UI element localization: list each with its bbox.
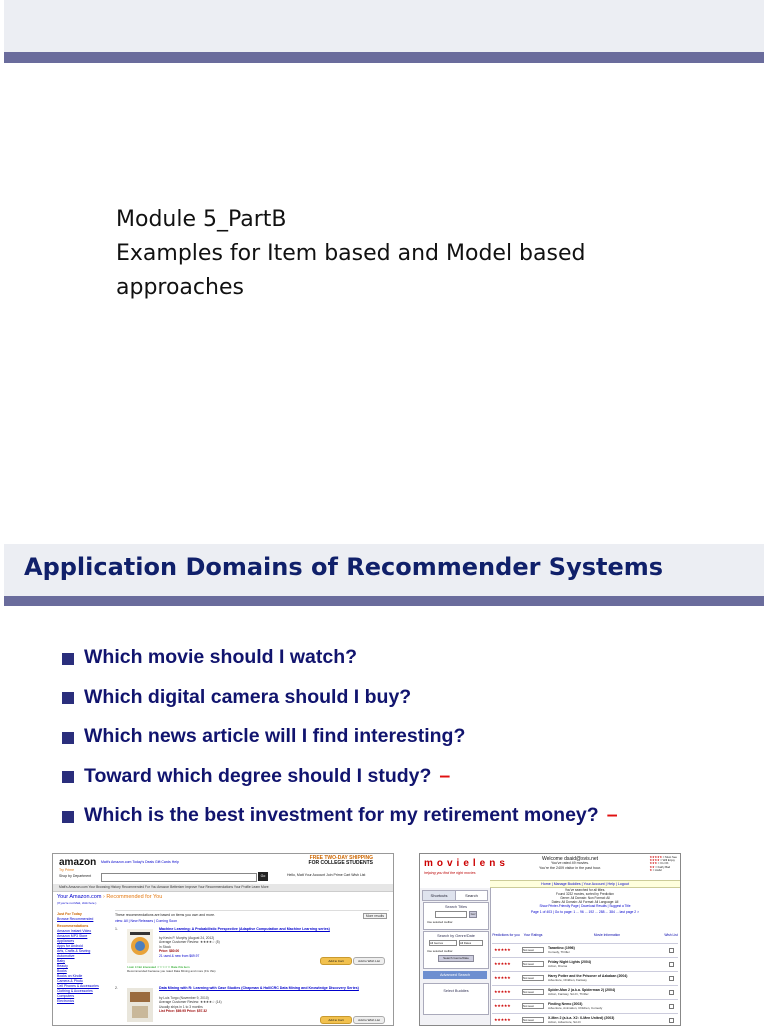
bullet-list — [62, 638, 618, 836]
movielens-sidebar — [420, 888, 491, 1026]
welcome-sub: You've rated 49 movies. — [550, 861, 590, 866]
movielens-logo[interactable]: movielens — [424, 858, 509, 869]
wishlist-checkbox[interactable] — [669, 1004, 674, 1009]
prediction-stars-icon: ★★★★★ — [494, 975, 511, 980]
key-row: ★★ = Fairly Bad — [649, 864, 671, 869]
col-ratings: Your Ratings — [523, 933, 543, 937]
search-titles-box — [423, 902, 489, 930]
item-price: Price: $80.00 — [159, 949, 180, 954]
amazon-logo-sub[interactable]: Try Prime — [59, 868, 75, 872]
slide1-title-line: Examples for Item based and Model based — [116, 241, 586, 266]
movie-title-text[interactable]: Finding Nemo (2003) — [548, 1002, 583, 1006]
amazon-rec-title-text: › Recommended for You — [101, 894, 163, 900]
movie-genre: Adventure, Children, Fantasy — [548, 978, 587, 982]
movielens-welcome — [510, 857, 630, 870]
bullet-text: Which news article will I find interesting? — [84, 725, 466, 748]
movie-title-text[interactable]: Friday Night Lights (2004) — [548, 960, 591, 964]
amazon-rec-title — [57, 894, 162, 900]
bullet-text: Which movie should I watch? — [84, 646, 358, 669]
go-button[interactable]: Go! — [470, 912, 476, 916]
item-own-rate[interactable]: I own it Not interested ☆☆☆☆☆ Rate this item — [127, 965, 190, 969]
rating-select[interactable]: Not seen — [522, 975, 544, 981]
movie-title[interactable] — [548, 946, 666, 954]
bullet-item — [62, 638, 618, 678]
rating-select[interactable]: Not seen — [522, 947, 544, 953]
sidebar-link[interactable]: Browse Recommended — [57, 917, 94, 921]
bullet-item — [62, 717, 618, 757]
star-icon: ★★ — [649, 864, 655, 869]
item-review: Average Customer Review: ★★★★☆ (5) — [159, 940, 220, 945]
movie-genre: Action, Fantasy, Sci-Fi, Thriller — [548, 992, 589, 996]
sidebar-link[interactable]: Cell Phones & Accessories — [57, 984, 99, 988]
col-info: Movie Information — [593, 933, 621, 937]
use-toolbar-checkbox[interactable]: Use selected toolbar — [427, 920, 453, 924]
amazon-department-menu[interactable]: Shop by Department — [59, 874, 92, 878]
bullet-text: Which digital camera should I buy? — [84, 685, 412, 708]
info-line: Found 3232 movies, sorted by Prediction — [556, 892, 614, 896]
movie-row — [492, 985, 678, 1000]
bullet-square-icon — [62, 771, 74, 783]
movie-title-text[interactable]: Tarantino (1996) — [548, 946, 575, 950]
prediction-stars-icon: ★★★★★ — [494, 947, 511, 952]
sidebar-link[interactable]: Automotive — [57, 954, 75, 958]
item-used-link[interactable]: 21 used & new from $69.97 — [159, 953, 200, 958]
select-buddies-box — [423, 983, 489, 1015]
movielens-menu[interactable]: Home | Manage Buddies | Your Account | Help | Logout — [490, 880, 680, 888]
item-review: Average Customer Review: ★★★★☆ (14) — [159, 1000, 222, 1005]
movie-genre: Comedy, Thriller — [548, 950, 570, 954]
movie-title-text[interactable]: X-Men 2 (a.k.a. X2: X-Men United) (2003) — [548, 1016, 615, 1020]
movie-row — [492, 943, 678, 958]
bullet-text: Toward which degree should I study? — [84, 764, 432, 787]
add-to-wishlist-button[interactable]: Add to Wish List — [353, 957, 385, 965]
amazon-top-links[interactable]: Matt's Amazon.com Today's Deals Gift Cards Help — [101, 860, 179, 864]
rating-select[interactable]: Not seen — [522, 989, 544, 995]
item-title-link[interactable]: Data Mining with R: Learning with Case Studies (Chapman & Hall/CRC Data Mining and Knowledge Discovery Series) — [159, 986, 359, 990]
sidebar-link[interactable]: Appliances — [57, 939, 75, 943]
star-icon: ★★★★★ — [649, 855, 662, 859]
movie-title[interactable] — [548, 960, 666, 968]
star-icon: ★ — [649, 867, 652, 872]
search-genre-heading: Search by Genre/Date — [437, 934, 475, 938]
results-info — [492, 888, 678, 908]
movie-title[interactable] — [548, 974, 666, 982]
movie-genre: Action, Drama — [548, 964, 568, 968]
movie-row — [492, 999, 678, 1014]
search-row — [424, 911, 488, 918]
amazon-not-user-link[interactable]: (If you're not Matt, click here.) — [57, 901, 97, 905]
amazon-your-link[interactable]: Your Amazon.com — [57, 894, 102, 900]
wishlist-checkbox[interactable] — [669, 1018, 674, 1023]
movie-title[interactable] — [548, 988, 666, 996]
key-row: ★★★★ = Will Enjoy — [649, 858, 675, 863]
sidebar-heading: Just For Today — [57, 912, 82, 916]
amazon-screenshot — [52, 853, 394, 1026]
select-buddies-heading: Select Buddies — [443, 989, 469, 993]
sidebar-link[interactable]: Baby — [57, 959, 65, 963]
item-own-controls[interactable] — [127, 965, 216, 973]
sidebar-link[interactable]: Amazon MP3 Store — [57, 934, 88, 938]
bullet-square-icon — [62, 653, 74, 665]
info-line: Dates: All Domain: All Format: All Language: All — [551, 900, 619, 904]
amazon-ship-line1: FREE TWO-DAY SHIPPING — [309, 855, 373, 861]
amazon-more-results-button[interactable]: More results — [363, 913, 387, 919]
item-title-link[interactable]: Machine Learning: A Probabilistic Perspective (Adaptive Computation and Machine Learning series) — [159, 927, 330, 931]
movie-genre: Action, Adventure, Sci-Fi — [548, 1020, 581, 1024]
wishlist-checkbox[interactable] — [669, 962, 674, 967]
slide2-title: Application Domains of Recommender Systems — [24, 553, 664, 581]
sidebar-link[interactable]: Beauty — [57, 964, 68, 968]
sidebar-link[interactable]: Computers — [57, 994, 75, 998]
prediction-stars-icon: ★★★★★ — [494, 989, 511, 994]
wishlist-checkbox[interactable] — [669, 976, 674, 981]
amazon-search-input[interactable] — [101, 873, 257, 882]
rating-select[interactable]: Not seen — [522, 1003, 544, 1009]
book-cover-image[interactable] — [127, 929, 153, 963]
genre-select[interactable]: All Genres — [429, 940, 457, 946]
add-to-cart-button[interactable]: Add to Cart — [320, 1016, 352, 1024]
amazon-rec-note: These recommendations are based on items you own and more. — [115, 910, 389, 917]
movie-row — [492, 957, 678, 972]
date-select[interactable]: All Dates — [459, 940, 483, 946]
tab-search[interactable]: Search — [455, 890, 488, 901]
item-author: by Luis Torgo (November 9, 2010) — [159, 996, 209, 1000]
slide2-divider — [4, 596, 764, 606]
advanced-search-button[interactable]: Advanced Search — [423, 971, 487, 979]
bullet-item — [62, 757, 618, 797]
use-toolbar-checkbox[interactable]: Use selected toolbar — [427, 949, 453, 953]
bullet-square-icon — [62, 692, 74, 704]
info-line: You've searched for all titles. — [564, 888, 606, 892]
bullet-square-icon — [62, 811, 74, 823]
item-author: by Kevin P. Murphy (August 24, 2012) — [159, 936, 215, 940]
add-to-cart-button[interactable]: Add to Cart — [320, 957, 352, 965]
sidebar-link[interactable]: Amazon Instant Video — [57, 929, 92, 933]
movie-genre: Adventure, Animation, Children, Comedy — [548, 1006, 603, 1010]
movielens-results — [492, 888, 678, 1024]
movie-title-text[interactable]: Harry Potter and the Prisoner of Azkaban (2004) — [548, 974, 628, 978]
sidebar-link[interactable]: Books — [57, 969, 67, 973]
book-cover-image[interactable] — [127, 988, 153, 1022]
item-stock: In Stock — [159, 944, 171, 949]
item-number: 1. — [115, 927, 118, 931]
bullet-item — [62, 678, 618, 718]
movie-title[interactable] — [548, 1002, 666, 1010]
amazon-ship-line2: FOR COLLEGE STUDENTS — [308, 860, 373, 866]
prediction-stars-icon: ★★★★★ — [494, 961, 511, 966]
amazon-view-filter[interactable]: view: All | New Releases | Coming Soon — [115, 919, 178, 923]
search-genre-box — [423, 931, 489, 969]
info-line: Genre: All Domain: Non Format: All — [560, 896, 610, 900]
star-icon: ★★★★ — [649, 858, 660, 863]
amazon-shipping-promo[interactable] — [309, 856, 373, 866]
key-row: ★★★ = It's OK — [649, 861, 669, 866]
add-to-wishlist-button[interactable]: Add to Wish List — [353, 1016, 385, 1024]
amazon-sidebar — [57, 912, 109, 1004]
sidebar-link[interactable]: Books on Kindle — [57, 974, 83, 978]
key-row: ★ = Awful — [649, 867, 662, 872]
welcome-sub: You're the 2409 visitor in the past hour. — [539, 865, 601, 870]
movielens-screenshot — [419, 853, 681, 1026]
movie-row — [492, 1013, 678, 1026]
sidebar-heading: Recommendations — [57, 924, 89, 928]
col-predictions: Predictions for you — [492, 933, 520, 937]
results-pager[interactable] — [492, 910, 678, 914]
search-titles-input[interactable] — [435, 911, 467, 918]
sidebar-link[interactable]: Apps for Android — [57, 944, 83, 948]
bullet-dash: – — [439, 764, 451, 787]
item-number: 2. — [115, 986, 118, 990]
prediction-stars-icon: ★★★★★ — [494, 1003, 511, 1008]
sidebar-link[interactable]: Camera & Photo — [57, 979, 83, 983]
tab-shortcuts[interactable]: Shortcuts — [422, 890, 456, 901]
movie-title[interactable] — [548, 1016, 666, 1024]
wishlist-checkbox[interactable] — [669, 948, 674, 953]
bullet-dash: – — [606, 804, 618, 827]
star-icon: ★★★ — [649, 861, 657, 866]
rating-select[interactable]: Not seen — [522, 1017, 544, 1023]
item-why[interactable]: Recommended because you rated Data Mining and more (Fix this) — [127, 969, 216, 973]
slide1-title — [116, 203, 716, 305]
info-links[interactable]: Show Printer-Friendly Page | Download Results | Suggest a Title — [539, 904, 631, 908]
wishlist-checkbox[interactable] — [669, 990, 674, 995]
movie-title-text[interactable]: Spider-Man 2 (a.k.a. Spiderman 2) (2004) — [548, 988, 616, 992]
item-price: List Price: $69.95 Price: $57.32 — [159, 1009, 208, 1014]
genre-row — [424, 940, 488, 946]
amazon-nav-bar[interactable]: Matt's Amazon.com Your Browsing History Recommended For You Amazon Betterizer Improve Your Recommendations Your Profile Learn More — [53, 884, 394, 892]
slide1-title-line: approaches — [116, 275, 244, 300]
sidebar-link[interactable]: Clothing & Accessories — [57, 989, 93, 993]
pager-text[interactable]: Page 1 of 403 | Go to page: 1 ... 96 ... 192 ... 288 ... 384 ... last page 2 > — [530, 910, 640, 914]
movielens-tagline: helping you find the right movies — [424, 871, 476, 875]
rating-key — [649, 856, 677, 872]
bullet-item — [62, 796, 618, 836]
slide1-divider — [4, 52, 764, 63]
sidebar-link[interactable]: Electronics — [57, 999, 75, 1003]
amazon-main — [115, 910, 389, 1022]
prediction-stars-icon: ★★★★★ — [494, 1017, 511, 1022]
sidebar-link[interactable]: Arts, Crafts & Sewing — [57, 949, 91, 953]
slide1-top-band — [4, 0, 764, 52]
amazon-account-links[interactable]: Hello, Matt Your Account Join Prime Cart Wish List — [287, 873, 366, 877]
welcome-text: Welcome dsaid@svis.net — [541, 856, 599, 862]
item-meta — [159, 936, 309, 958]
key-row: ★★★★★ = Must See — [649, 855, 677, 859]
bullet-text: Which is the best investment for my retirement money? — [84, 804, 599, 827]
search-genre-button[interactable]: Search Genre/Date — [438, 955, 474, 962]
col-wish: Wish List — [664, 933, 678, 937]
rating-select[interactable]: Not seen — [522, 961, 544, 967]
item-stock: Usually ships in 1 to 3 months — [159, 1004, 203, 1009]
item-meta — [159, 996, 309, 1014]
bullet-square-icon — [62, 732, 74, 744]
amazon-header — [53, 854, 393, 884]
search-titles-heading: Search Titles — [445, 905, 467, 909]
amazon-go-button[interactable]: Go — [258, 872, 268, 881]
movie-row — [492, 971, 678, 986]
amazon-logo[interactable]: amazon — [59, 857, 97, 868]
sidebar-tabs — [422, 890, 488, 899]
slide1-title-line: Module 5_PartB — [116, 207, 287, 232]
